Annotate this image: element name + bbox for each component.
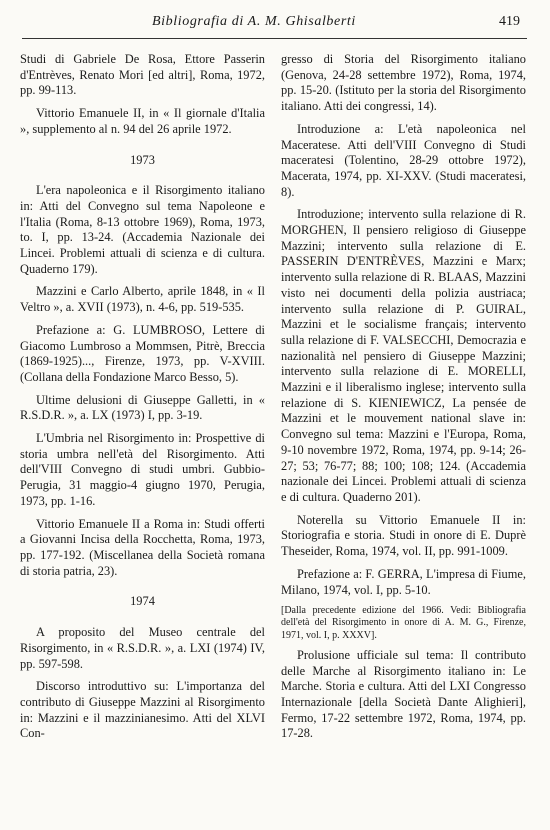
- bibliography-entry: Noterella su Vittorio Emanuele II in: Storiografia e storia. Studi in onore di E. Duprè Theseider, Roma, 1974, vol. II, pp. 991-1009.: [281, 512, 526, 559]
- header-rule: [22, 38, 527, 39]
- bibliography-entry-continued: gresso di Storia del Risorgimento italiano (Genova, 24-28 settembre 1972), Roma, 1974, pp. 15-20. (Istituto per la storia del Risorgimento italiano. Atti dei congressi, 14).: [281, 52, 526, 114]
- bibliography-entry: Ultime delusioni di Giuseppe Galletti, in « R.S.D.R. », a. LX (1973) I, pp. 3-19.: [20, 392, 265, 423]
- bibliography-entry: L'era napoleonica e il Risorgimento italiano in: Atti del Convegno sul tema Napoleone e l'Italia (Roma, 8-13 ottobre 1969), Roma, 1973, to. I, pp. 13-24. (Accademia Nazionale dei Lincei. Problemi attuali di scienza e di cultura. Quaderno 179).: [20, 183, 265, 276]
- left-column: [20, 52, 265, 749]
- year-heading: 1974: [130, 594, 155, 609]
- bibliography-entry: Introduzione; intervento sulla relazione di R. MORGHEN, Il pensiero religioso di Giuseppe Mazzini; intervento sulla relazione di E. PASSERIN D'ENTRÈVES, Mazzini e Marx; intervento sulla relazione di R. BLAAS, Mazzini visto nei documenti della polizia austriaca; intervento sulla relazione di P. GUIRAL, Mazzini et le socialisme français; intervento sulla relazione di F. VALSECCHI, Democrazia e nazionalità nel pensiero di Giuseppe Mazzini; intervento sulla relazione di E. MORELLI, Mazzini e il liberalismo inglese; intervento sulla relazione di S. KIENIEWICZ, La pensée de Mazzini et le mouvement national slave in: Convegno sul tema: Mazzini e l'Europa, Roma, 9-10 novembre 1972, Roma, 1974, pp. 9-14; 26-27; 53; 76-77; 88; 100; 108; 124. (Accademia nazionale dei Lincei. Problemi attuali di scienza e di cultura. Quaderno 201).: [281, 207, 526, 504]
- editorial-note: [Dalla precedente edizione del 1966. Vedi: Bibliografia dell'età del Risorgimento in onore di A. M. G., Firenze, 1971, vol. I, p. XXXV].: [281, 605, 526, 641]
- bibliography-entry: A proposito del Museo centrale del Risorgimento, in « R.S.D.R. », a. LXI (1974) IV, pp. 597-598.: [20, 625, 265, 671]
- bibliography-entry: L'Umbria nel Risorgimento in: Prospettive di storia umbra nell'età del Risorgimento. Atti dell'VIII Convegno di studi umbri. Gubbio-Perugia, 31 maggio-4 giugno 1970, Perugia, 1973, pp. 1-16.: [20, 431, 265, 508]
- bibliography-entry: Vittorio Emanuele II a Roma in: Studi offerti a Giovanni Incisa della Rocchetta, Roma, 1973, pp. 177-192. (Miscellanea della Società romana di storia patria, 23).: [20, 516, 265, 578]
- bibliography-entry: Prefazione a: G. LUMBROSO, Lettere di Giacomo Lumbroso a Mommsen, Pitrè, Breccia (1869-1925)..., Firenze, 1973, pp. V-XVIII. (Collana della Fondazione Marco Besso, 5).: [20, 322, 265, 384]
- bibliography-entry: Prefazione a: F. GERRA, L'impresa di Fiume, Milano, 1974, vol. I, pp. 5-10.: [281, 566, 526, 597]
- bibliography-entry: Studi di Gabriele De Rosa, Ettore Passerin d'Entrèves, Renato Mori [ed altri], Roma, 1972, pp. 99-113.: [20, 52, 265, 98]
- right-column: [281, 52, 526, 749]
- bibliography-entry: Prolusione ufficiale sul tema: Il contributo delle Marche al Risorgimento italiano in: Le Marche. Storia e cultura. Atti del LXI Congresso Internazionale [della Società Dante Alighieri], Fermo, 17-22 settembre 1972, Roma, 1974, pp. 17-28.: [281, 647, 526, 741]
- bibliography-entry: Discorso introduttivo su: L'importanza del contributo di Giuseppe Mazzini al Risorgimento in: Mazzini e il mazzinianesimo. Atti del XLVI Con-: [20, 679, 265, 741]
- year-heading: 1973: [130, 152, 155, 167]
- bibliography-entry: Introduzione a: L'età napoleonica nel Maceratese. Atti dell'VIII Convegno di Studi maceratesi (Tolentino, 28-29 ottobre 1972), Macerata, 1974, pp. XI-XXV. (Studi maceratesi, 8).: [281, 121, 526, 199]
- bibliography-entry: Vittorio Emanuele II, in « Il giornale d'Italia », supplemento al n. 94 del 26 aprile 1972.: [20, 106, 265, 136]
- running-head: [22, 12, 528, 34]
- bibliography-entry: Mazzini e Carlo Alberto, aprile 1848, in « Il Veltro », a. XVII (1973), n. 4-6, pp. 519-535.: [20, 284, 265, 315]
- page-number: 419: [499, 14, 520, 29]
- running-title: Bibliografia di A. M. Ghisalberti: [152, 14, 356, 29]
